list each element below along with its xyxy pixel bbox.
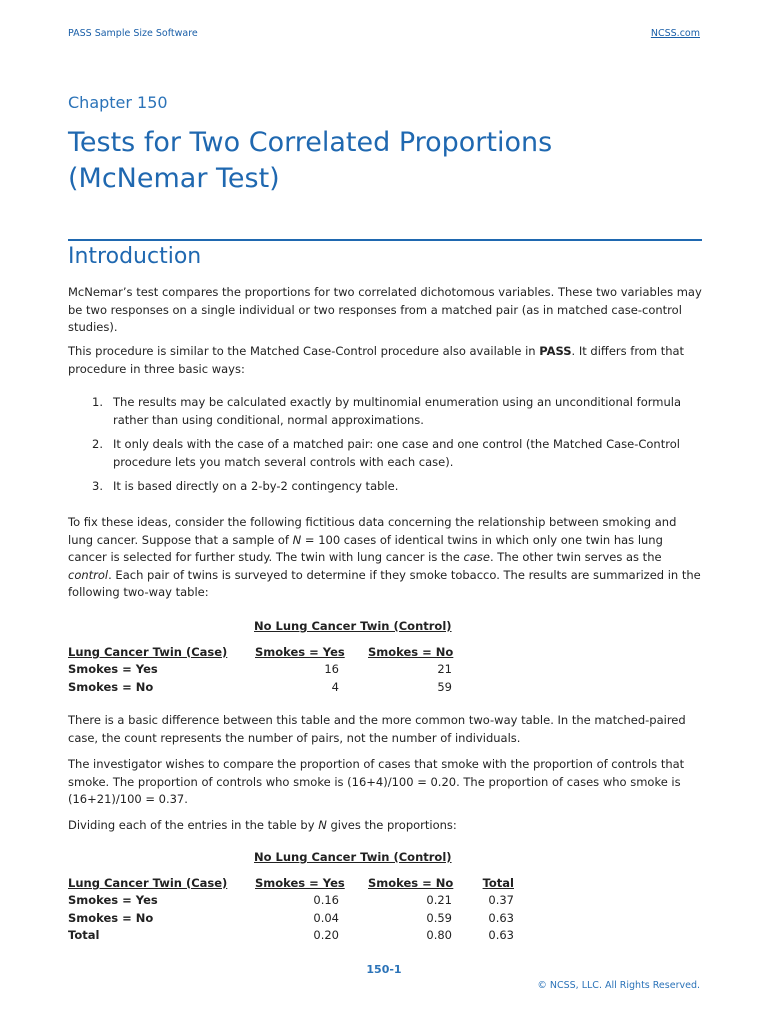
list-item xyxy=(68,478,702,496)
list-text: It only deals with the case of a matched pair: one case and one control (the Matched Case-Control procedure lets you match several controls with each case). xyxy=(113,437,680,469)
column-header: Lung Cancer Twin (Case) xyxy=(68,875,228,890)
table-cell: 16 xyxy=(324,662,339,676)
ncss-link[interactable]: NCSS.com xyxy=(650,28,700,39)
title-line-2: (McNemar Test) xyxy=(68,163,280,194)
paragraph-3 xyxy=(68,514,702,602)
column-header: Lung Cancer Twin (Case) xyxy=(68,644,228,659)
page-number: 150-1 xyxy=(366,963,402,976)
p6-n-italic: N xyxy=(318,818,327,832)
paragraph-6 xyxy=(68,817,702,835)
column-header: Smokes = Yes xyxy=(255,644,345,659)
table-cell: 59 xyxy=(437,679,452,694)
row-label: Smokes = Yes xyxy=(68,893,158,907)
p3-g: . Each pair of twins is surveyed to determine if they smoke tobacco. The results are summarized in the following two-way table: xyxy=(68,567,701,599)
list-number: 3. xyxy=(92,479,103,493)
paragraph-1: McNemar’s test compares the proportions for two correlated dichotomous variables. These two variables may be two responses on a single individual or two responses from a matched pair (as in matched case-control studies). xyxy=(68,285,702,334)
p3-case-italic: case xyxy=(463,550,490,564)
header-software-name: PASS Sample Size Software xyxy=(68,28,198,39)
section-heading: Introduction xyxy=(68,244,202,269)
paragraph-5: The investigator wishes to compare the proportion of cases that smoke with the proportion of controls that smoke. The proportion of controls who smoke is (16+4)/100 = 0.20. The proportion of cases who smoke is (16+21)/100 = 0.37. xyxy=(68,757,685,806)
paragraph-4: There is a basic difference between this table and the more common two-way table. In the matched-paired case, the count represents the number of pairs, not the number of individuals. xyxy=(68,713,686,745)
table-super-header: No Lung Cancer Twin (Control) xyxy=(254,850,452,864)
row-label: Smokes = Yes xyxy=(68,662,158,676)
pass-emphasis: PASS xyxy=(539,344,572,358)
column-header: Smokes = No xyxy=(368,875,454,890)
table-super-header: No Lung Cancer Twin (Control) xyxy=(254,619,452,633)
ordered-list xyxy=(68,394,702,503)
table-cell: 0.59 xyxy=(426,910,452,925)
list-item xyxy=(68,394,702,429)
row-label: Smokes = No xyxy=(68,679,154,694)
p3-c: = 100 cases of identical twins in which only one twin has lung cancer is selected for further study. The twin with lung cancer is the xyxy=(68,532,663,564)
p6-a: Dividing each of the entries in the table by xyxy=(68,818,319,832)
list-item xyxy=(68,436,702,471)
page-title xyxy=(68,125,708,197)
table-cell: 0.37 xyxy=(488,893,514,907)
list-number: 1. xyxy=(92,395,103,409)
paragraph-2-text-c: . It differs from that procedure in three basic ways: xyxy=(68,344,685,376)
table-cell: 21 xyxy=(437,662,452,676)
list-text: It is based directly on a 2-by-2 contingency table. xyxy=(113,479,399,493)
p3-n-italic: N xyxy=(292,532,302,547)
p3-a: To fix these ideas, consider the following fictitious data concerning the relationship between smoking and lung cancer. Suppose that a sample of xyxy=(68,515,677,547)
p3-e: . The other twin serves as the xyxy=(489,550,662,564)
p3-control-italic: control xyxy=(68,567,109,582)
table-cell: 0.20 xyxy=(313,928,339,942)
list-text: The results may be calculated exactly by multinomial enumeration using an unconditional formula rather than using conditional, normal approximations. xyxy=(113,395,681,427)
table-cell: 0.63 xyxy=(488,910,514,925)
column-header: Total xyxy=(482,875,514,890)
row-label: Smokes = No xyxy=(68,910,154,925)
column-header: Smokes = No xyxy=(368,644,454,659)
column-header: Smokes = Yes xyxy=(255,875,345,890)
paragraph-2-text-a: This procedure is similar to the Matched Case-Control procedure also available in xyxy=(68,344,540,358)
list-number: 2. xyxy=(92,437,103,451)
chapter-label: Chapter 150 xyxy=(68,93,168,112)
p6-c: gives the proportions: xyxy=(326,818,457,832)
row-label: Total xyxy=(68,928,100,942)
table-cell: 0.04 xyxy=(313,910,339,925)
table-cell: 0.21 xyxy=(426,893,452,907)
table-cell: 0.80 xyxy=(426,928,452,942)
table-cell: 4 xyxy=(331,679,339,694)
table-cell: 0.16 xyxy=(313,893,339,907)
copyright-notice: © NCSS, LLC. All Rights Reserved. xyxy=(537,980,700,991)
table-cell: 0.63 xyxy=(488,928,514,942)
title-line-1: Tests for Two Correlated Proportions xyxy=(68,127,553,158)
title-divider xyxy=(68,239,702,241)
paragraph-2 xyxy=(68,343,702,378)
